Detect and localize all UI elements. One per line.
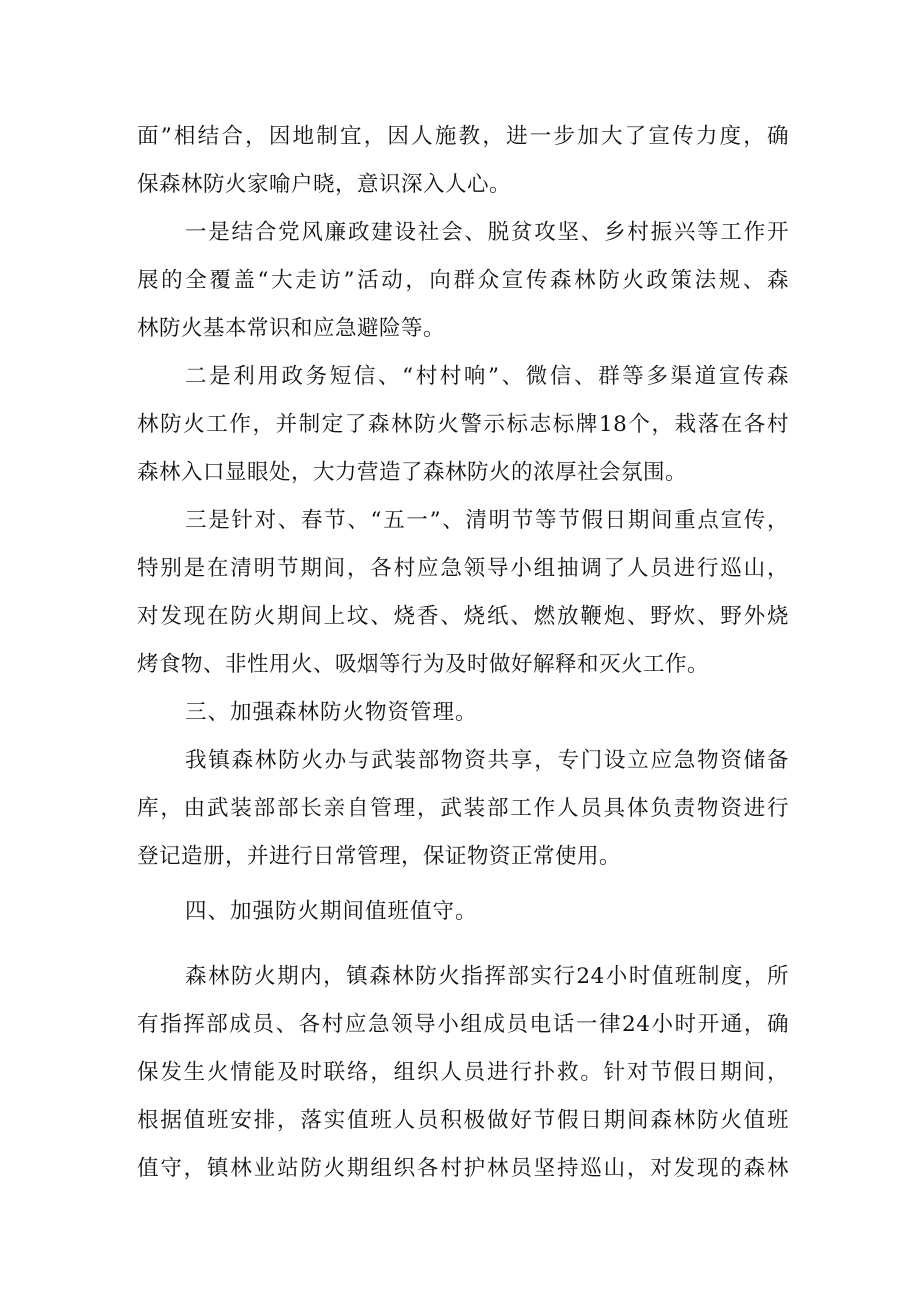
section-heading: 四、加强防火期间值班值守。 <box>185 899 478 924</box>
paragraph-line: 保森林防火家喻户晓，意识深入人心。 <box>137 172 512 197</box>
paragraph-line: 保发生火情能及时联络，组织人员进行扑救。针对节假日期间， <box>137 1060 789 1085</box>
paragraph-line: 有指挥部成员、各村应急领导小组成员电话一律24小时开通，确 <box>137 1012 789 1037</box>
paragraph-line: 林防火基本常识和应急避险等。 <box>137 316 446 341</box>
paragraph-line: 三是针对、春节、“五一”、清明节等节假日期间重点宣传， <box>185 508 789 533</box>
paragraph-line: 展的全覆盖“大走访”活动，向群众宣传森林防火政策法规、森 <box>137 268 789 293</box>
paragraph-line: 我镇森林防火办与武装部物资共享，专门设立应急物资储备 <box>185 748 789 773</box>
paragraph-line: 林防火工作，并制定了森林防火警示标志标牌18个，栽落在各村 <box>137 412 789 437</box>
paragraph-line: 库，由武装部部长亲自管理，武装部工作人员具体负责物资进行 <box>137 796 789 821</box>
paragraph-line: 面”相结合，因地制宜，因人施教，进一步加大了宣传力度，确 <box>137 124 789 149</box>
paragraph-line: 根据值班安排，落实值班人员积极做好节假日期间森林防火值班 <box>137 1108 789 1133</box>
paragraph-line: 值守，镇林业站防火期组织各村护林员坚持巡山，对发现的森林 <box>137 1156 789 1181</box>
paragraph-line: 登记造册，并进行日常管理，保证物资正常使用。 <box>137 844 622 869</box>
paragraph-line: 森林入口显眼处，大力营造了森林防火的浓厚社会氛围。 <box>137 460 688 485</box>
section-heading: 三、加强森林防火物资管理。 <box>185 700 478 725</box>
paragraph-line: 森林防火期内，镇森林防火指挥部实行24小时值班制度，所 <box>185 964 789 989</box>
paragraph-line: 特别是在清明节期间，各村应急领导小组抽调了人员进行巡山， <box>137 556 789 581</box>
paragraph-line: 烤食物、非性用火、吸烟等行为及时做好解释和灭火工作。 <box>137 652 710 677</box>
paragraph-line: 一是结合党风廉政建设社会、脱贫攻坚、乡村振兴等工作开 <box>185 220 789 245</box>
paragraph-line: 对发现在防火期间上坟、烧香、烧纸、燃放鞭炮、野炊、野外烧 <box>137 604 789 629</box>
paragraph-line: 二是利用政务短信、“村村响”、微信、群等多渠道宣传森 <box>185 364 789 389</box>
